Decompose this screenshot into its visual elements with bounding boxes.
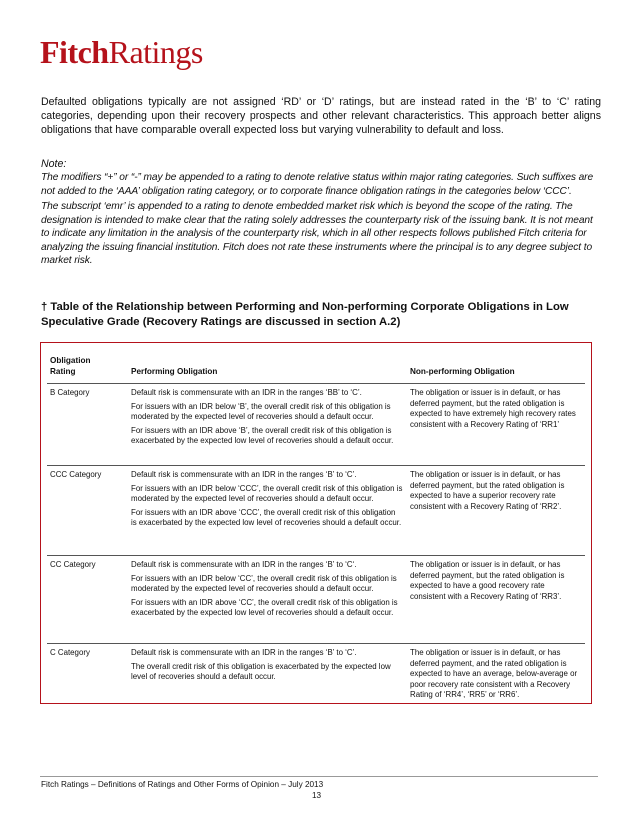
note-modifiers-paragraph: The modifiers “+” or “-” may be appended to a rating to denote relative status within major rating categories. Such suffixes are not added to the ‘AAA’ obligation rating category, or to corporate finance obligation ratings in the categories below ‘CCC’. — [41, 172, 594, 197]
category-cell: CC Category — [50, 560, 96, 569]
intro-paragraph: Defaulted obligations typically are not assigned ‘RD’ or ‘D’ ratings, but are instead rated in the ‘B’ to ‘C’ rating categories, depending upon their recovery prospects and other relevant characteristics. This approach better aligns obligations that have comparable overall expected loss but varying vulnerability to default and loss. — [41, 96, 601, 137]
performing-text: For issuers with an IDR above ‘CC’, the overall credit risk of this obligation is exacerbated by the expected low level of recoveries should a default occur. — [131, 597, 398, 618]
category-cell: CCC Category — [50, 470, 102, 479]
performing-text: For issuers with an IDR below ‘CC’, the overall credit risk of this obligation is moderated by the expected level of recoveries should a default occur. — [131, 573, 397, 594]
performing-text: Default risk is commensurate with an IDR in the ranges ‘B’ to ‘C’. — [131, 470, 357, 479]
header-obligation-rating: Obligation Rating — [50, 356, 91, 376]
performing-text: Default risk is commensurate with an IDR in the ranges ‘B’ to ‘C’. — [131, 648, 357, 657]
table-row — [47, 555, 585, 643]
header-non-performing-obligation: Non-performing Obligation — [410, 367, 515, 376]
category-cell: B Category — [50, 388, 90, 397]
performing-cell — [131, 648, 403, 686]
performing-text: For issuers with an IDR below ‘CCC’, the overall credit risk of this obligation is moderated by the expected level of recoveries should a default occur. — [131, 483, 403, 504]
obligation-table — [40, 342, 592, 704]
performing-text: Default risk is commensurate with an IDR in the ranges ‘B’ to ‘C‘. — [131, 560, 357, 569]
performing-text: Default risk is commensurate with an IDR in the ranges ‘BB’ to ‘C’. — [131, 388, 362, 397]
table-row — [47, 383, 585, 465]
footer-text: Fitch Ratings – Definitions of Ratings and Other Forms of Opinion – July 2013 — [41, 780, 324, 789]
performing-cell — [131, 560, 403, 622]
performing-cell — [131, 470, 403, 532]
note-label: Note: — [41, 158, 67, 170]
performing-cell — [131, 388, 403, 450]
non-performing-cell: The obligation or issuer is in default, or has deferred payment, but the rated obligation is expected to have a good recovery rate consistent with a Recovery Rating of ‘RR3’. — [410, 560, 565, 601]
header-performing-obligation: Performing Obligation — [131, 367, 218, 376]
non-performing-cell: The obligation or issuer is in default, or has deferred payment, and the rated obligation is expected to have an average, below-average or poor recovery rate consistent with a Recovery Rating of ‘RR4’, ‘RR5’ or ‘RR6’. — [410, 648, 578, 700]
footer-divider — [40, 776, 598, 777]
page-number: 13 — [312, 791, 322, 800]
logo-ratings-text: Ratings — [108, 34, 203, 70]
logo-fitch-text: Fitch — [40, 34, 109, 70]
note-emr-paragraph: The subscript ‘emr’ is appended to a rating to denote embedded market risk which is beyond the scope of the rating. The designation is intended to make clear that the rating solely addresses the counterparty risk of the issuing bank. It is not meant to indicate any limitation in the analysis of the counterparty risk, which in all other respects follows published Fitch criteria for analyzing the issuing financial institution. Fitch does not rate these instruments where the principal is to any degree subject to market risk. — [41, 201, 593, 267]
category-cell: C Category — [50, 648, 90, 657]
non-performing-cell: The obligation or issuer is in default, or has deferred payment, but the rated obligation is expected to have a superior recovery rate consistent with a Recovery Rating of ‘RR2’. — [410, 470, 565, 511]
fitch-ratings-logo — [40, 34, 203, 70]
performing-text: For issuers with an IDR above ‘B’, the overall credit risk of this obligation is exacerbated by the expected low level of recoveries should a default occur. — [131, 425, 394, 446]
performing-text: For issuers with an IDR below ‘B’, the overall credit risk of this obligation is moderated by the expected level of recoveries should a default occur. — [131, 401, 391, 422]
performing-text: For issuers with an IDR above ‘CCC’, the overall credit risk of this obligation is exacerbated by the expected low level of recoveries should a default occur. — [131, 507, 402, 528]
table-row — [47, 643, 585, 701]
non-performing-cell: The obligation or issuer is in default, or has deferred payment, but the rated obligation is expected to have extremely high recovery rates consistent with a Recovery Rating of ‘RR1’ — [410, 388, 576, 429]
performing-text: The overall credit risk of this obligation is exacerbated by the expected low level of recoveries should a default occur. — [131, 661, 391, 682]
table-title: † Table of the Relationship between Performing and Non-performing Corporate Obligations in Low Speculative Grade (Recovery Ratings are discussed in section A.2) — [41, 301, 569, 328]
table-row — [47, 465, 585, 555]
